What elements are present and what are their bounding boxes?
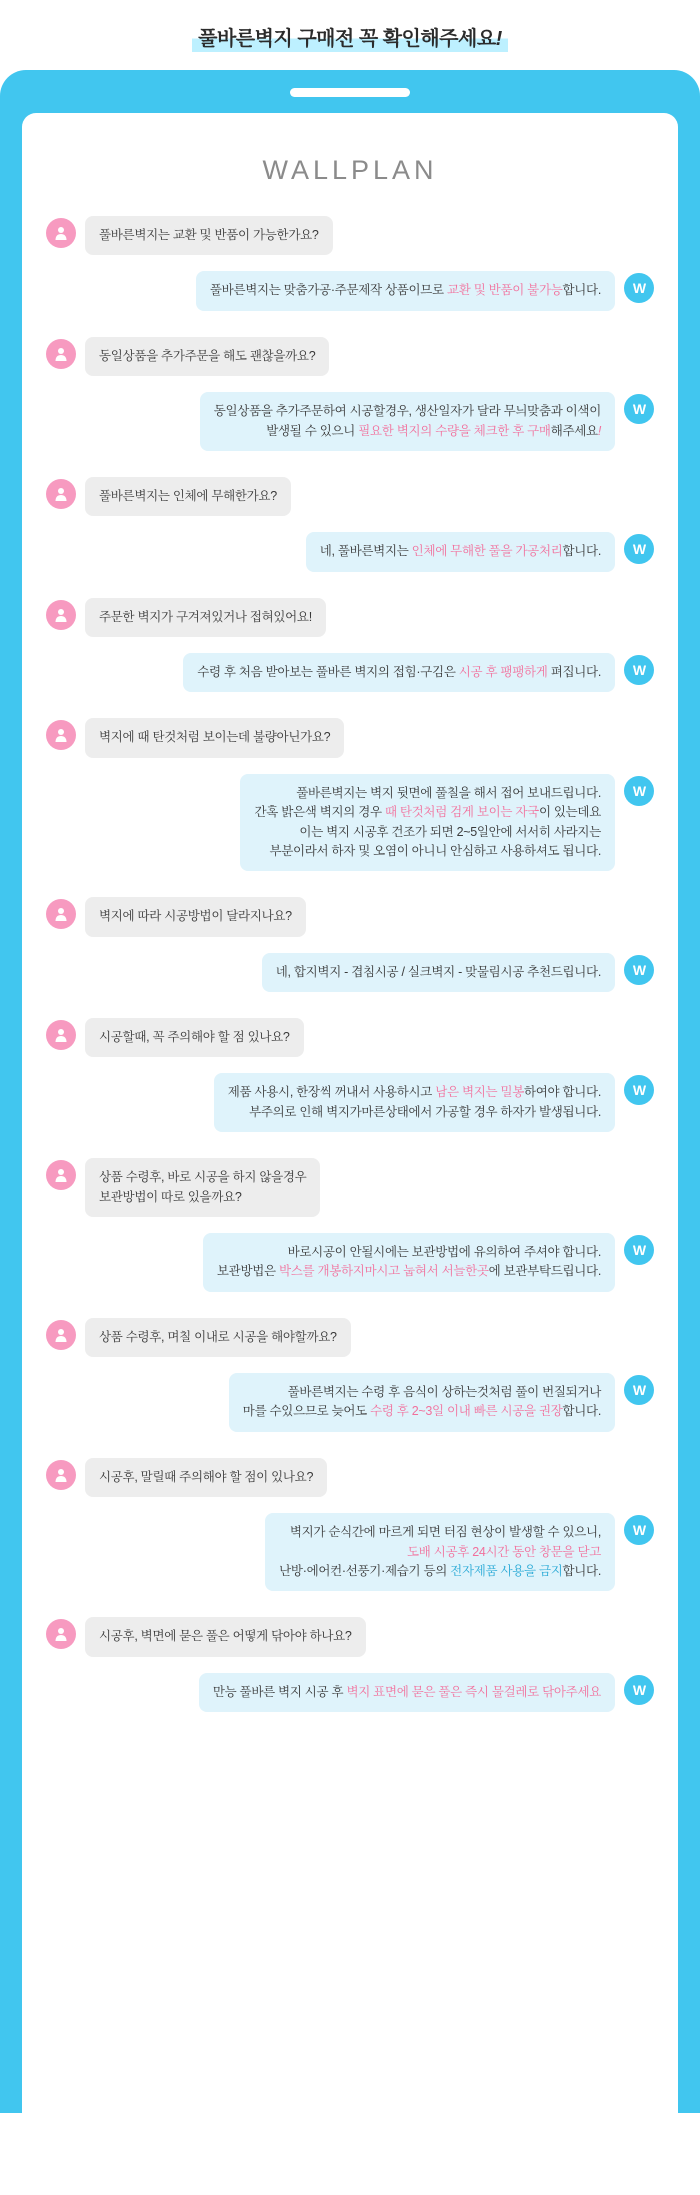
answer-text-fragment: 마를 수있으므로 늦어도 [242,1404,371,1419]
question-bubble: 상품 수령후, 바로 시공을 하지 않을경우 보관방법이 따로 있을까요? [85,1158,320,1217]
phone-frame [0,70,700,2113]
row-spacer [46,887,654,897]
answer-text-fragment: ! [597,423,601,438]
answer-text-fragment: 벽지 표면에 묻은 풀은 즉시 물걸레로 닦아주세요 [346,1684,601,1699]
answer-text-fragment: 해주세요 [550,423,598,438]
chat-row-answer [46,653,654,692]
question-bubble: 풀바른벽지는 교환 및 반품이 가능한가요? [85,216,333,255]
page-title-text: 풀바른벽지 구매전 꼭 확인해주세요 [198,28,496,50]
chat-row-answer [46,532,654,571]
answer-text-fragment: 수령 후 처음 받아보는 풀바른 벽지의 접힘·구김은 [197,665,459,679]
person-icon [46,479,76,509]
chat-row-question [46,1458,654,1497]
answer-text-fragment: 이는 벽지 시공후 건조가 되면 2~5일안에 서서히 사라지는 [299,824,601,839]
brand-avatar: W [624,1675,654,1705]
question-bubble: 벽지에 때 탄것처럼 보이는데 불량아닌가요? [85,718,344,757]
answer-text-fragment: 에 보관부탁드립니다. [488,1264,601,1279]
question-bubble: 시공할때, 꼭 주의해야 할 점 있나요? [85,1018,304,1057]
page-title-mark: ! [495,28,502,50]
brand-avatar: W [624,1375,654,1405]
answer-text-fragment: 부주의로 인해 벽지가마른상태에서 가공할 경우 하자가 발생됩니다. [249,1104,601,1119]
chat-row-question [46,718,654,757]
answer-bubble [262,953,615,992]
row-spacer [46,467,654,477]
chat-row-answer [46,1073,654,1132]
answer-text-fragment: 박스를 개봉하지마시고 눕혀서 서늘한곳 [278,1264,489,1279]
person-icon [46,1460,76,1490]
answer-text-fragment: 간혹 밝은색 벽지의 경우 [254,805,385,820]
answer-bubble [199,1673,615,1712]
chat-row-answer [46,774,654,872]
answer-text-fragment: 제품 사용시, 한장씩 꺼내서 사용하시고 [227,1085,436,1100]
row-spacer [46,708,654,718]
chat-row-question [46,477,654,516]
chat-row-question [46,216,654,255]
chat-row-question [46,1617,654,1656]
chat-row-question [46,1318,654,1357]
answer-text-fragment: 풀바른벽지는 맞춤가공·주문제작 상품이므로 [209,283,447,298]
chat-row-question [46,1018,654,1057]
answer-text-fragment: 수령 후 2~3일 이내 빠른 시공을 권장 [370,1404,563,1419]
answer-text-fragment: 보관방법은 [216,1264,279,1279]
answer-text-fragment: 전자제품 사용을 금지 [450,1563,563,1578]
answer-text-fragment: 때 탄것처럼 검게 보이는 자국 [384,805,539,820]
brand-avatar: W [624,273,654,303]
answer-text-fragment: 네, 합지벽지 - 겹침시공 / 실크벽지 - 맞물림시공 추천드립니다. [275,964,601,979]
chat-row-answer [46,1673,654,1712]
question-bubble: 시공후, 벽면에 묻은 풀은 어떻게 닦아야 하나요? [85,1617,366,1656]
question-bubble: 상품 수령후, 며칠 이내로 시공을 해야할까요? [85,1318,351,1357]
person-icon [46,1020,76,1050]
answer-bubble [240,774,615,872]
brand-avatar: W [624,776,654,806]
chat-row-answer [46,392,654,451]
brand-avatar: W [624,394,654,424]
answer-text-fragment: 만능 풀바른 벽지 시공 후 [212,1684,347,1699]
answer-text-fragment: 이 있는데요 [538,805,601,820]
row-spacer [46,1607,654,1617]
answer-bubble [196,271,615,310]
person-icon [46,1160,76,1190]
answer-text-fragment: 합니다. [562,1404,601,1419]
phone-speaker [290,88,410,97]
answer-text-fragment: 부분이라서 하자 및 오염이 아니니 안심하고 사용하셔도 됩니다. [269,843,601,858]
brand-avatar: W [624,1235,654,1265]
row-spacer [46,1308,654,1318]
chat-row-answer [46,953,654,992]
row-spacer [46,588,654,598]
answer-bubble [229,1373,615,1432]
answer-bubble [183,653,615,692]
answer-text-fragment: 시공 후 팽팽하게 [458,665,548,679]
row-spacer [46,1148,654,1158]
chat-row-answer [46,1513,654,1591]
question-bubble: 동일상품을 추가주문을 해도 괜찮을까요? [85,337,329,376]
chat-row-question [46,897,654,936]
brand-avatar: W [624,1075,654,1105]
chat-thread [46,216,654,1738]
brand-logo: WALLPLAN [262,155,438,185]
row-spacer [46,1728,654,1738]
answer-text-fragment: 교환 및 반품이 불가능 [447,283,563,298]
answer-text-fragment: 필요한 벽지의 수량을 체크한 후 구매 [358,423,551,438]
brand-avatar: W [624,655,654,685]
row-spacer [46,1448,654,1458]
person-icon [46,218,76,248]
answer-text-fragment: 발생될 수 있으니 [266,423,359,438]
answer-text-fragment: 펴집니다. [547,665,601,679]
answer-text-fragment: 인체에 무해한 풀을 가공처리 [411,544,563,559]
answer-text-fragment: 도배 시공후 24시간 동안 창문을 닫고 [406,1544,601,1559]
answer-text-fragment: 동일상품을 추가주문하여 시공할경우, 생산일자가 달라 무늬맞춤과 이색이 [213,404,601,419]
answer-text-fragment: 바로시공이 안될시에는 보관방법에 유의하여 주셔야 합니다. [287,1244,601,1259]
row-spacer [46,327,654,337]
answer-text-fragment: 풀바른벽지는 벽지 뒷면에 풀칠을 해서 접어 보내드립니다. [296,785,601,800]
answer-text-fragment: 합니다. [562,283,601,298]
answer-bubble [214,1073,615,1132]
answer-bubble [306,532,615,571]
question-bubble: 시공후, 말릴때 주의해야 할 점이 있나요? [85,1458,327,1497]
person-icon [46,339,76,369]
question-bubble: 벽지에 따라 시공방법이 달라지나요? [85,897,306,936]
person-icon [46,1619,76,1649]
answer-text-fragment: 벽지가 순식간에 마르게 되면 터짐 현상이 발생할 수 있으니, [289,1525,601,1540]
answer-bubble [200,392,615,451]
page-title [192,22,508,52]
question-bubble: 주문한 벽지가 구겨져있거나 접혀있어요! [85,598,326,637]
person-icon [46,720,76,750]
brand-avatar: W [624,534,654,564]
page-header [0,0,700,70]
row-spacer [46,1008,654,1018]
person-icon [46,600,76,630]
chat-row-question [46,337,654,376]
answer-text-fragment: 네, 풀바른벽지는 [319,544,412,559]
chat-row-answer [46,271,654,310]
answer-text-fragment: 난방·에어컨·선풍기·제습기 등의 [279,1563,451,1578]
chat-row-question [46,1158,654,1217]
answer-bubble [203,1233,615,1292]
person-icon [46,1320,76,1350]
chat-row-answer [46,1233,654,1292]
brand-avatar: W [624,1515,654,1545]
question-bubble: 풀바른벽지는 인체에 무해한가요? [85,477,291,516]
brand-avatar: W [624,955,654,985]
chat-row-answer [46,1373,654,1432]
answer-text-fragment: 남은 벽지는 밀봉 [435,1085,524,1100]
answer-text-fragment: 합니다. [562,544,601,559]
answer-text-fragment: 합니다. [562,1563,601,1578]
person-icon [46,899,76,929]
phone-screen [22,113,678,2113]
answer-text-fragment: 하여야 합니다. [524,1085,601,1100]
answer-bubble [265,1513,615,1591]
answer-text-fragment: 풀바른벽지는 수령 후 음식이 상하는것처럼 풀이 번질되거나 [287,1385,601,1399]
chat-row-question [46,598,654,637]
